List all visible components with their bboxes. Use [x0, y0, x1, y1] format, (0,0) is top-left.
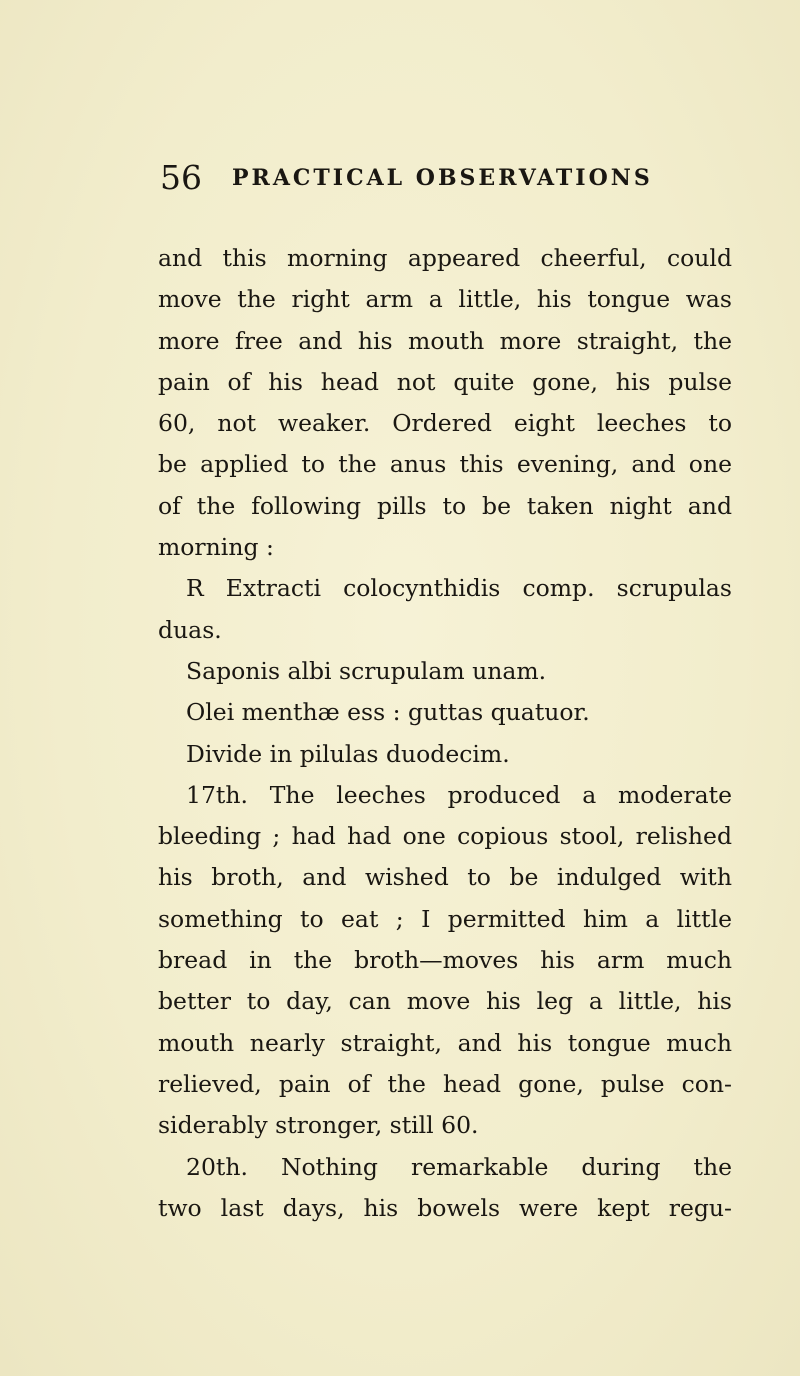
text-line: more free and his mouth more straight, the — [158, 326, 732, 355]
text-line: mouth nearly straight, and his tongue much — [158, 1028, 732, 1057]
prescription-line: Olei menthæ ess : guttas quatuor. — [186, 698, 590, 727]
text-line: morning : — [158, 533, 274, 562]
prescription-line: Saponis albi scrupulam unam. — [186, 656, 547, 685]
text-line: move the right arm a little, his tongue was — [158, 285, 732, 314]
body-text — [158, 238, 732, 1229]
page-header — [160, 148, 720, 208]
running-title: PRACTICAL OBSERVATIONS — [232, 165, 653, 191]
text-line: his broth, and wished to be indulged with — [158, 863, 732, 892]
prescription-line: duas. — [158, 615, 222, 644]
text-line: bleeding ; had had one copious stool, relished — [158, 822, 732, 851]
text-line: and this morning appeared cheerful, could — [158, 244, 732, 272]
text-line: siderably stronger, still 60. — [158, 1111, 479, 1140]
prescription-line: Divide in pilulas duodecim. — [186, 739, 510, 768]
prescription-line: R Extracti colocynthidis comp. scrupulas — [186, 574, 732, 603]
text-line: 17th. The leeches produced a moderate — [186, 780, 732, 809]
page-number: 56 — [160, 158, 202, 197]
text-line: better to day, can move his leg a little, his — [158, 987, 732, 1016]
text-line: something to eat ; I permitted him a little — [158, 904, 732, 933]
text-line: be applied to the anus this evening, and one — [158, 450, 732, 479]
text-line: 60, not weaker. Ordered eight leeches to — [158, 409, 732, 438]
text-line: bread in the broth—moves his arm much — [158, 946, 732, 975]
text-line: two last days, his bowels were kept regu- — [158, 1193, 732, 1222]
text-line: relieved, pain of the head gone, pulse con- — [158, 1069, 732, 1098]
text-line: of the following pills to be taken night and — [158, 491, 732, 520]
text-line: 20th. Nothing remarkable during the — [186, 1152, 732, 1181]
text-line: pain of his head not quite gone, his pulse — [158, 367, 732, 396]
